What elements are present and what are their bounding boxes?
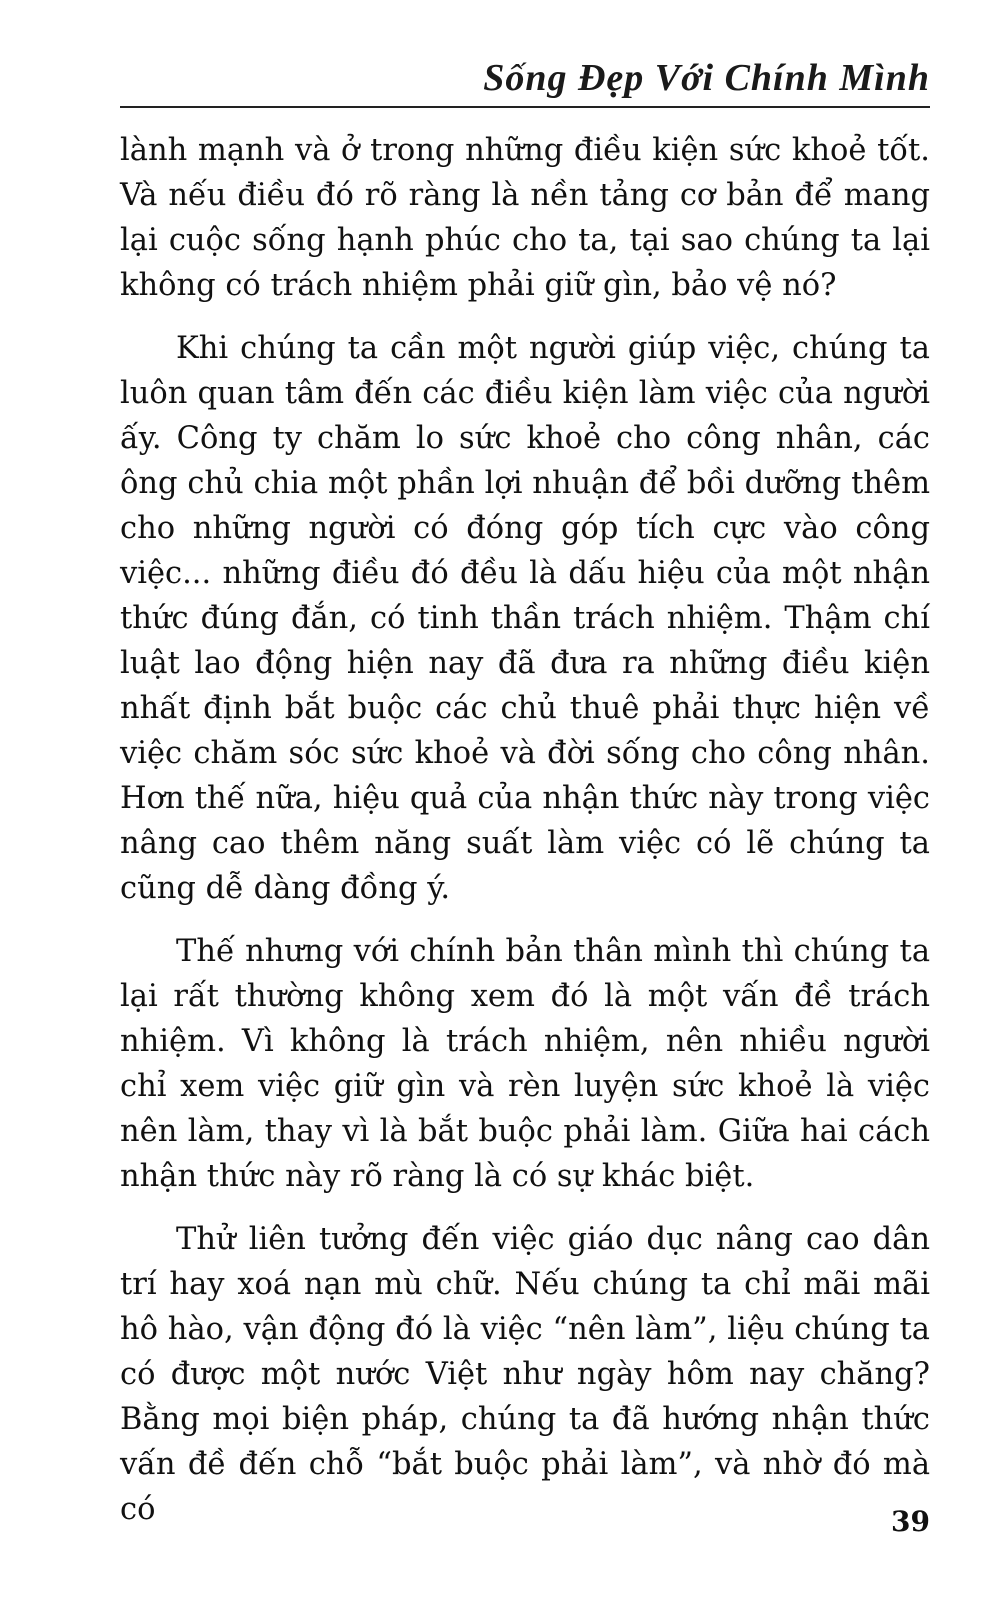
paragraph: Thử liên tưởng đến việc giáo dục nâng cao dân trí hay xoá nạn mù chữ. Nếu chúng ta chỉ mãi mãi hô hào, vận động đó là việc “nên làm”, liệu chúng ta có được một nước Việt như ngày hôm nay chăng? Bằng mọi biện pháp, chúng ta đã hướng nhận thức vấn đề đến chỗ “bắt buộc phải làm”, và nhờ đó mà có	[120, 1222, 930, 1527]
page-header	[120, 54, 930, 108]
body-text	[120, 128, 930, 1550]
paragraph: Thế nhưng với chính bản thân mình thì chúng ta lại rất thường không xem đó là một vấn đề trách nhiệm. Vì không là trách nhiệm, nên nhiều người chỉ xem việc giữ gìn và rèn luyện sức khoẻ là việc nên làm, thay vì là bắt buộc phải làm. Giữa hai cách nhận thức này rõ ràng là có sự khác biệt.	[120, 934, 930, 1194]
paragraph: Khi chúng ta cần một người giúp việc, chúng ta luôn quan tâm đến các điều kiện làm việc của người ấy. Công ty chăm lo sức khoẻ cho công nhân, các ông chủ chia một phần lợi nhuận để bồi dưỡng thêm cho những người có đóng góp tích cực vào công việc... những điều đó đều là dấu hiệu của một nhận thức đúng đắn, có tinh thần trách nhiệm. Thậm chí luật lao động hiện nay đã đưa ra những điều kiện nhất định bắt buộc các chủ thuê phải thực hiện về việc chăm sóc sức khoẻ và đời sống cho công nhân. Hơn thế nữa, hiệu quả của nhận thức này trong việc nâng cao thêm năng suất làm việc có lẽ chúng ta cũng dễ dàng đồng ý.	[120, 331, 930, 906]
page-number: 39	[891, 1505, 930, 1538]
paragraph-continued: lành mạnh và ở trong những điều kiện sức khoẻ tốt. Và nếu điều đó rõ ràng là nền tảng cơ bản để mang lại cuộc sống hạnh phúc cho ta, tại sao chúng ta lại không có trách nhiệm phải giữ gìn, bảo vệ nó?	[120, 133, 930, 303]
running-title: Sống Đẹp Với Chính Mình	[483, 57, 930, 99]
